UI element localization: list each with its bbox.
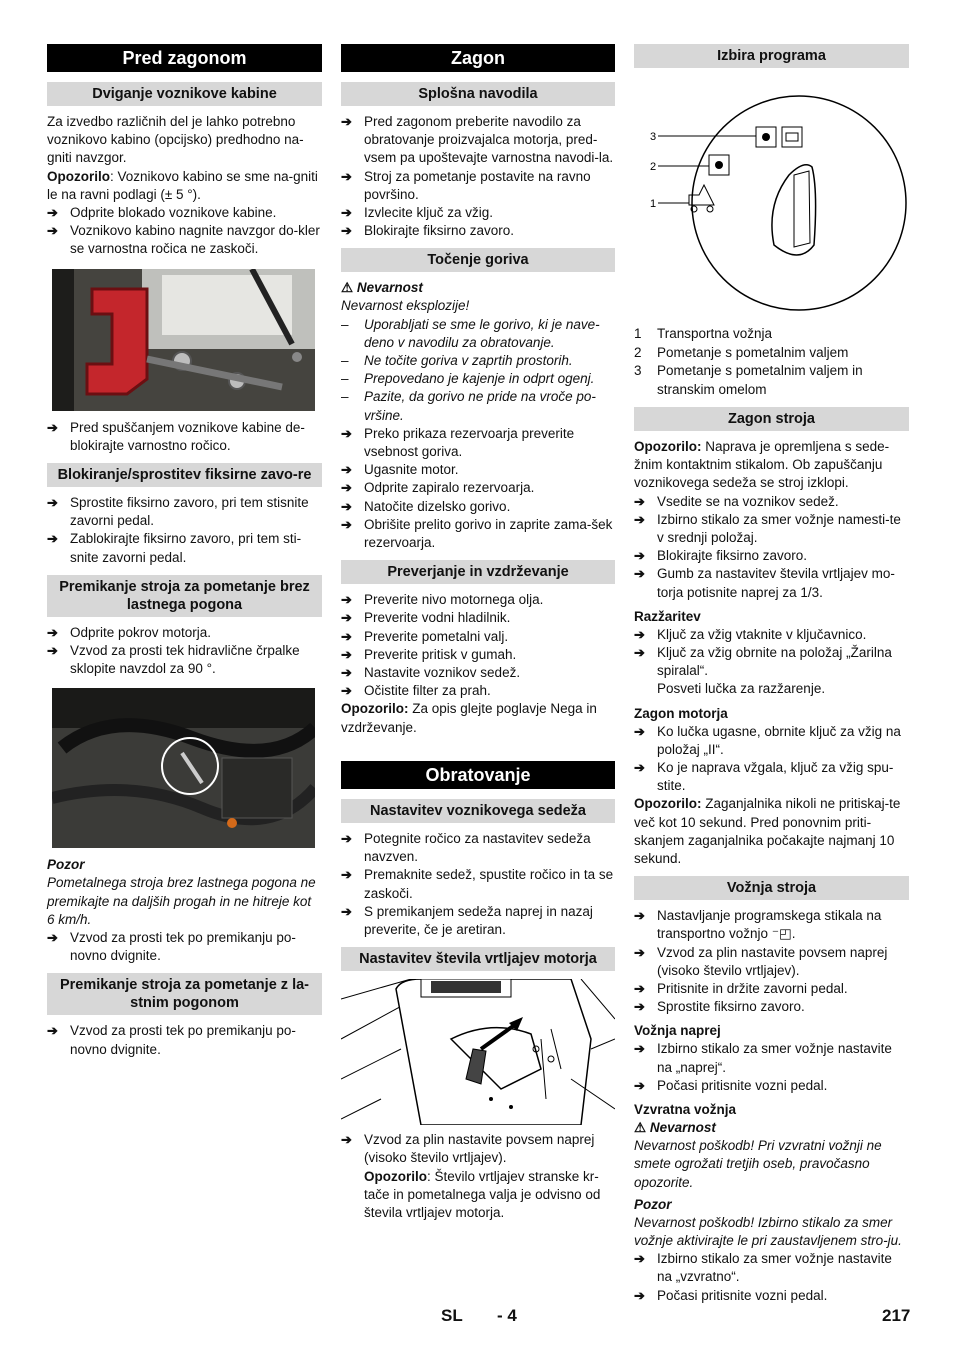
heading-lifting-cabin: Dviganje voznikove kabine — [47, 82, 322, 106]
step: ➔ Preverite nivo motornega olja. — [341, 591, 615, 609]
step: ➔ Odprite blokado voznikove kabine. — [47, 204, 322, 222]
step: ➔ Ugasnite motor. — [341, 461, 615, 479]
step: ➔ Ključ za vžig obrnite na položaj „Žarilna spiralal“. — [634, 644, 909, 680]
caution-title: Pozor — [634, 1196, 672, 1212]
step: ➔ Vzvod za prosti tek po premikanju po-novno dvignite. — [47, 929, 322, 965]
warning-triangle-icon: ⚠ — [634, 1120, 647, 1136]
step: ➔ Blokirajte fiksirno zavoro. — [634, 547, 909, 565]
note: Opozorilo: Voznikovo kabino se sme na-gniti le na ravni podlagi (± 5 °). — [47, 168, 318, 202]
heading-driving: Vožnja stroja — [634, 876, 909, 900]
step: ➔ Stroj za pometanje postavite na ravno površino. — [341, 168, 615, 204]
note: Opozorilo: Število vrtljajev stranske kr-tače in pometalnega valja je odvisno od števila vrtljajev motorja. — [364, 1168, 601, 1220]
step: ➔ Vsedite se na voznikov sedež. — [634, 493, 909, 511]
heading-program-selection: Izbira programa — [634, 44, 909, 68]
dash-item: – Ne točite goriva v zaprtih prostorih. — [341, 352, 615, 370]
footer-language: SL — [441, 1306, 463, 1325]
step-result: Posveti lučka za razžarenje. — [657, 681, 826, 697]
callout-3: 3 — [650, 131, 657, 143]
step: ➔ Pred spuščanjem voznikove kabine de-blokirajte varnostno ročico. — [47, 419, 322, 455]
note: Opozorilo: Za opis glejte poglavje Nega in vzdrževanje. — [341, 701, 597, 735]
step: ➔ Izbirno stikalo za smer vožnje namesti-te v srednji položaj. — [634, 511, 909, 547]
callout-2: 2 — [650, 161, 657, 173]
step: ➔ Počasi pritisnite vozni pedal. — [634, 1287, 909, 1305]
step: ➔ Blokirajte fiksirno zavoro. — [341, 222, 615, 240]
step: ➔ Odprite zapiralo rezervoarja. — [341, 479, 615, 497]
photo-freewheel-lever — [52, 688, 315, 848]
step: ➔ Vzvod za prosti tek po premikanju po-novno dvignite. — [47, 1022, 322, 1058]
photo-cabin-lock — [52, 269, 315, 411]
chapter-title-operation: Obratovanje — [341, 761, 615, 789]
step: ➔ Pred zagonom preberite navodilo za obratovanje proizvajalca motorja, pred-vsem pa upoštevajte varnostna navodi-la. — [341, 113, 615, 168]
step: ➔ Vzvod za prosti tek hidravlične črpalke sklopite navzdol za 90 °. — [47, 642, 322, 678]
column-2 — [341, 44, 615, 1222]
cabin-lock-illustration — [52, 269, 315, 411]
legend-item: 3 Pometanje s pometalnim valjem in stranskim omelom — [634, 363, 863, 397]
selector-dial — [634, 75, 909, 325]
dash-item: – Prepovedano je kajenje in odprt ogenj. — [341, 370, 615, 388]
subheading-preheat: Razžaritev — [634, 608, 701, 624]
caution-text: Nevarnost poškodb! Izbirno stikalo za smer vožnje aktivirajte le pri zaustavljenem stro-ju. — [634, 1214, 902, 1248]
note: Opozorilo: Naprava je opremljena s sede-žnim kontaktnim stikalom. Ob zapuščanju voznikovega sedeža se stroj izklopi. — [634, 439, 890, 491]
heading-seat-adjustment: Nastavitev voznikovega sedeža — [341, 799, 615, 823]
chapter-title-before-start: Pred zagonom — [47, 44, 322, 72]
step: ➔ Natočite dizelsko gorivo. — [341, 498, 615, 516]
step: ➔ Počasi pritisnite vozni pedal. — [634, 1077, 909, 1095]
step: ➔ Preko prikaza rezervoarja preverite vsebnost goriva. — [341, 425, 615, 461]
danger-text: Nevarnost poškodb! Pri vzvratni vožnji ne smete ogrožati tretjih oseb, pravočasno opozorite. — [634, 1138, 882, 1190]
heading-moving-with-drive: Premikanje stroja za pometanje z la-stnim pogonom — [47, 973, 322, 1015]
callout-1: 1 — [650, 198, 657, 210]
step: ➔ Ko lučka ugasne, obrnite ključ za vžig na položaj „II“. — [634, 723, 909, 759]
heading-machine-start: Zagon stroja — [634, 407, 909, 431]
footer-page-number: 217 — [882, 1306, 911, 1325]
legend-item: 1 Transportna vožnja — [634, 326, 773, 341]
step: ➔ Izvlecite ključ za vžig. — [341, 204, 615, 222]
heading-moving-without-drive: Premikanje stroja za pometanje brez lastnega pogona — [47, 575, 322, 617]
throttle-lever-drawing — [341, 979, 615, 1125]
step: ➔ Preverite pometalni valj. — [341, 628, 615, 646]
danger-title: ⚠ Nevarnost — [341, 280, 423, 296]
step: ➔ Voznikovo kabino nagnite navzgor do-kler se varnostna ročica ne zaskoči. — [47, 222, 322, 258]
chapter-title-start: Zagon — [341, 44, 615, 72]
step: ➔ Preverite pritisk v gumah. — [341, 646, 615, 664]
column-3 — [634, 44, 909, 1305]
danger-subtitle: Nevarnost eksplozije! — [341, 298, 470, 314]
step: ➔ Izbirno stikalo za smer vožnje nastavite na „naprej“. — [634, 1040, 909, 1076]
step: ➔ Vzvod za plin nastavite povsem naprej (visoko število vrtljajev). — [341, 1131, 615, 1167]
dash-item: – Uporabljati se sme le gorivo, ki je nave-deno v navodilu za obratovanje. — [341, 316, 615, 352]
heading-general-instructions: Splošna navodila — [341, 82, 615, 106]
program-selector-diagram — [634, 75, 909, 325]
step: ➔ Ključ za vžig vtaknite v ključavnico. — [634, 626, 909, 644]
step: ➔ Nastavljanje programskega stikala na transportno vožnjo ⁻◰. — [634, 907, 909, 943]
footer-section: - 4 — [497, 1306, 517, 1325]
step: ➔ Nastavite voznikov sedež. — [341, 664, 615, 682]
step: ➔ Odprite pokrov motorja. — [47, 624, 322, 642]
step: ➔ S premikanjem sedeža naprej in nazaj preverite, če je aretiran. — [341, 903, 615, 939]
subheading-reverse: Vzvratna vožnja — [634, 1102, 737, 1118]
heading-parking-brake: Blokiranje/sprostitev fiksirne zavo-re — [47, 463, 322, 487]
step: ➔ Gumb za nastavitev števila vrtljajev mo-torja potisnite naprej za 1/3. — [634, 565, 909, 601]
dash-item: – Pazite, da gorivo ne pride na vroče po-vršine. — [341, 388, 615, 424]
caution-text: Pometalnega stroja brez lastnega pogona ne premikajte na daljših progah in ne hitreje kot 6 km/h. — [47, 875, 316, 927]
subheading-engine-start: Zagon motorja — [634, 705, 728, 721]
heading-check-maintenance: Preverjanje in vzdrževanje — [341, 560, 615, 584]
step: ➔ Zablokirajte fiksirno zavoro, pri tem sti-snite zavorni pedal. — [47, 530, 322, 566]
caution-title: Pozor — [47, 857, 85, 873]
legend-item: 2 Pometanje s pometalnim valjem — [634, 344, 849, 360]
step: ➔ Potegnite ročico za nastavitev sedeža navzven. — [341, 830, 615, 866]
step: ➔ Premaknite sedež, spustite ročico in ta se zaskoči. — [341, 866, 615, 902]
warning-triangle-icon: ⚠ — [341, 280, 354, 296]
step: ➔ Izbirno stikalo za smer vožnje nastavite na „vzvratno“. — [634, 1250, 909, 1286]
step: ➔ Sprostite fiksirno zavoro, pri tem stisnite zavorni pedal. — [47, 494, 322, 530]
step: ➔ Preverite vodni hladilnik. — [341, 609, 615, 627]
step: ➔ Vzvod za plin nastavite povsem naprej (visoko število vrtljajev). — [634, 944, 909, 980]
heading-engine-speed: Nastavitev števila vrtljajev motorja — [341, 947, 615, 971]
step: ➔ Sprostite fiksirno zavoro. — [634, 998, 909, 1016]
transport-mode-icon: ⁻◰. — [771, 926, 796, 942]
note: Opozorilo: Zaganjalnika nikoli ne pritiskaj-te več kot 10 sekund. Pred ponovnim priti-skanjem zaganjalnika počakajte najmanj 10 sekund. — [634, 796, 901, 867]
freewheel-lever-illustration — [52, 688, 315, 848]
step: ➔ Ko je naprava vžgala, ključ za vžig spu-stite. — [634, 759, 909, 795]
throttle-diagram — [341, 979, 615, 1125]
intro-text: Za izvedbo različnih del je lahko potrebno voznikovo kabino (opcijsko) predhodno na-gniti navzgor. — [47, 114, 304, 166]
heading-refueling: Točenje goriva — [341, 248, 615, 272]
danger-title: ⚠ Nevarnost — [634, 1120, 716, 1136]
step: ➔ Pritisnite in držite zavorni pedal. — [634, 980, 909, 998]
column-1 — [47, 44, 322, 1059]
step: ➔ Obrišite prelito gorivo in zaprite zama-šek rezervoarja. — [341, 516, 615, 552]
subheading-forward: Vožnja naprej — [634, 1023, 721, 1039]
step: ➔ Očistite filter za prah. — [341, 682, 615, 700]
